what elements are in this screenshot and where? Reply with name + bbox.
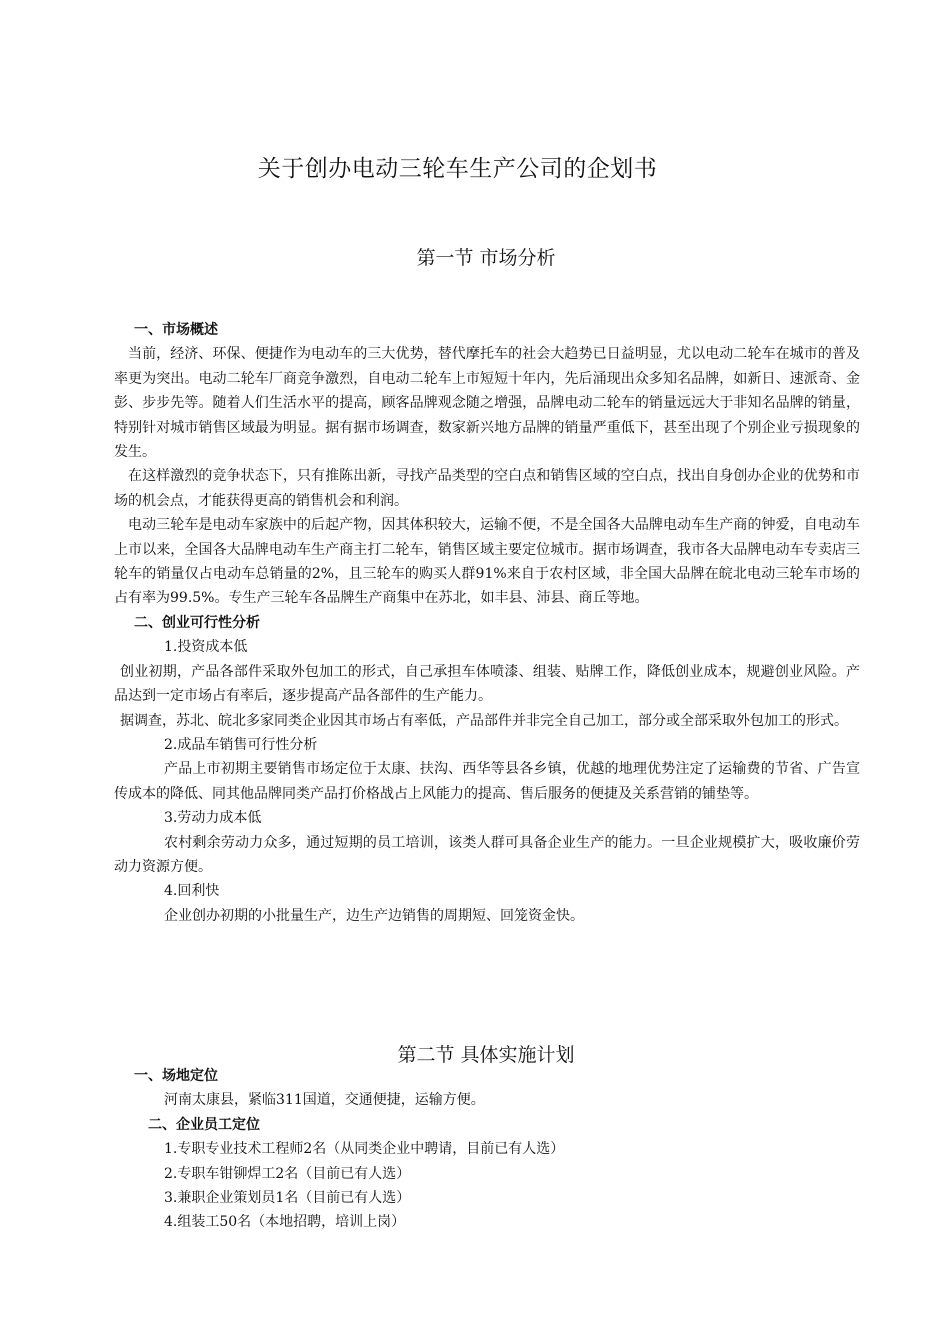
- staffing-item: 2.专职车钳铆焊工2名（目前已有人选）: [164, 1165, 411, 1182]
- feasibility-item-4-label: 4.回利快: [164, 883, 220, 900]
- staffing-item: 4.组装工50名（本地招聘，培训上岗）: [164, 1214, 406, 1231]
- site-location-text: 河南太康县，紧临311国道，交通便捷，运输方便。: [164, 1092, 485, 1109]
- market-overview-heading: 一、市场概述: [134, 322, 218, 338]
- section-1-body: [114, 318, 860, 928]
- feasibility-item-1-label: 1.投资成本低: [164, 639, 248, 656]
- staffing-heading: 二、企业员工定位: [148, 1116, 260, 1133]
- feasibility-item-3-paragraph-1: 农村剩余劳动力众多，通过短期的员工培训，该类人群可具备企业生产的能力。一旦企业规模扩大，吸收廉价劳动力资源方便。: [114, 834, 860, 875]
- feasibility-item-2-paragraph-1: 产品上市初期主要销售市场定位于太康、扶沟、西华等县各乡镇，优越的地理优势注定了运输费的节省、广告宣传成本的降低、同其他品牌同类产品打价格战占上风能力的提高、售后服务的便捷及关系营销的铺垫等。: [114, 761, 860, 802]
- market-overview-paragraph-2: 在这样激烈的竞争状态下，只有推陈出新，寻找产品类型的空白点和销售区域的空白点，找出自身创办企业的优势和市场的机会点，才能获得更高的销售机会和利润。: [114, 468, 860, 509]
- section-2-body: [114, 1064, 860, 1235]
- feasibility-heading: 二、创业可行性分析: [134, 614, 260, 631]
- section-2-title: 第二节 具体实施计划: [397, 1044, 575, 1066]
- staffing-item: 3.兼职企业策划员1名（目前已有人选）: [164, 1190, 411, 1207]
- feasibility-item-1-paragraph-1: 创业初期，产品各部件采取外包加工的形式，自己承担车体喷漆、组装、贴牌工作，降低创业成本，规避创业风险。产品达到一定市场占有率后，逐步提高产品各部件的生产能力。: [114, 663, 860, 705]
- feasibility-item-3-label: 3.劳动力成本低: [164, 810, 262, 827]
- feasibility-item-1-paragraph-2: 据调查，苏北、皖北多家同类企业因其市场占有率低，产品部件并非完全自己加工，部分或全部采取外包加工的形式。: [120, 712, 848, 729]
- document-title: 关于创办电动三轮车生产公司的企划书: [257, 156, 658, 182]
- section-1-title: 第一节 市场分析: [416, 247, 556, 269]
- feasibility-item-2-label: 2.成品车销售可行性分析: [164, 736, 318, 753]
- staffing-item: 1.专职专业技术工程师2名（从同类企业中聘请，目前已有人选）: [164, 1141, 565, 1158]
- site-location-heading: 一、场地定位: [134, 1068, 218, 1084]
- market-overview-paragraph-1: 当前，经济、环保、便捷作为电动车的三大优势，替代摩托车的社会大趋势已日益明显，尤以电动二轮车在城市的普及率更为突出。电动二轮车厂商竞争激烈，自电动二轮车上市短短十年内，先后涌现出众多知名品牌，如新日、速派奇、金彭、步步先等。随着人们生活水平的提高，顾客品牌观念随之增强，品牌电动二轮车的销量远远大于非知名品牌的销量，特别针对城市销售区域最为明显。据有据市场调查，数家新兴地方品牌的销量严重低下，甚至出现了个别企业亏损现象的发生。: [114, 346, 860, 461]
- feasibility-item-4-paragraph-1: 企业创办初期的小批量生产，边生产边销售的周期短、回笼资金快。: [164, 907, 584, 924]
- market-overview-paragraph-3: 电动三轮车是电动车家族中的后起产物，因其体积较大，运输不便，不是全国各大品牌电动车生产商的钟爱，自电动车上市以来，全国各大品牌电动车生产商主打二轮车，销售区域主要定位城市。据市场调查，我市各大品牌电动车专卖店三轮车的销量仅占电动车总销量的2%，且三轮车的购买人群91%来自于农村区域，非全国大品牌在皖北电动三轮车市场的占有率为99.5%。专生产三轮车各品牌生产商集中在苏北，如丰县、沛县、商丘等地。: [114, 517, 860, 607]
